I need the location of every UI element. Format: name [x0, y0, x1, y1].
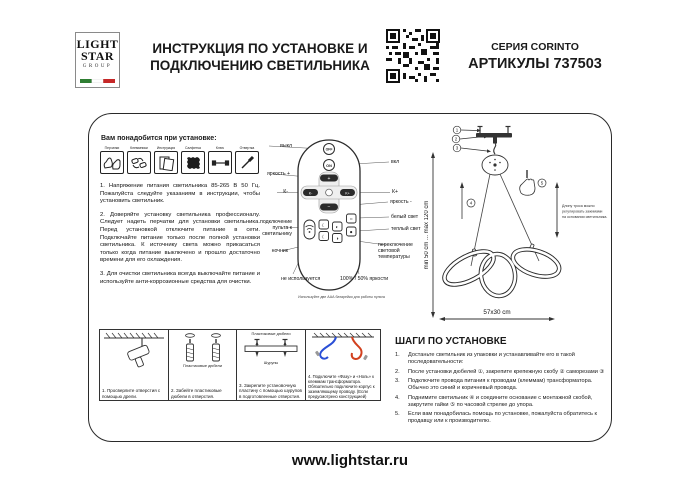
adjust-note-line1: Длину троса можно: [562, 204, 595, 208]
lamp-diagram: [424, 113, 614, 331]
svg-text:2: 2: [454, 136, 458, 142]
wrench-icon: [211, 155, 230, 171]
half-circle-icon-2: ◑: [335, 236, 339, 243]
dowels-illustration: [174, 332, 232, 364]
napkin-icon: [184, 155, 203, 171]
svg-text:3: 3: [455, 145, 459, 151]
svg-text:K-: K-: [308, 191, 313, 196]
label-brightness-down: яркость -: [390, 199, 412, 205]
title-line-2: ПОДКЛЮЧЕНИЮ СВЕТИЛЬНИКА: [150, 58, 370, 73]
battery-caption: Используйте две ААА батарейки для работы пульта: [298, 295, 385, 299]
instruction-sheet-icon: [157, 155, 176, 171]
half-circle-icon: ◐: [335, 224, 339, 231]
width-dimension: [439, 309, 555, 321]
label-warm-light: теплый свет: [391, 226, 421, 232]
tool-napkin: Салфетка: [181, 146, 205, 174]
note-1: 1. Напряжение питания светильника 85-265 В 50 Гц. Пожалуйста следуйте указаниям в инструкции, чтобы установить светильник.: [100, 183, 260, 205]
panel-label-top: Пластиковые дюбели: [251, 331, 291, 336]
installation-panels: [99, 329, 381, 401]
wire-blue: [320, 337, 336, 359]
label-pair: подключение пульта к светильнику: [260, 219, 292, 238]
website-url: www.lightstar.ru: [291, 452, 409, 469]
logo-text-star: STAR: [80, 49, 115, 63]
panel-caption: 2. Забейте пластиковые дюбели в отверстия.: [171, 388, 222, 399]
panel-caption: 1. Просверлите отверстия с помощью дрели.: [102, 388, 161, 399]
logo-text-group: GROUP: [82, 64, 113, 69]
label-brightness-up: яркость +: [266, 171, 290, 177]
light-rings: [440, 244, 563, 298]
wire-clamps-icon: [130, 155, 149, 171]
installation-steps: [395, 336, 608, 428]
series-label: СЕРИЯ CORINTO: [491, 41, 579, 53]
night-icon: ☾: [321, 222, 326, 229]
svg-text:−: −: [327, 204, 331, 211]
svg-text:min 50 cm ... max 120 cm: min 50 cm ... max 120 cm: [424, 200, 430, 270]
hand-icon: [520, 170, 535, 195]
logo-text-light: LIGHT: [76, 37, 119, 51]
panel-label-mid: Шурупы: [263, 359, 279, 365]
canopy: [482, 155, 508, 175]
panel-drill: [100, 330, 169, 400]
label-k-minus: К-: [283, 189, 288, 195]
safety-notes: [100, 183, 260, 292]
label-night: ночник: [271, 248, 288, 254]
step-row: 1. Достаньте светильник из упаковки и устанавливайте его в такой последовательности:: [395, 352, 575, 365]
feed-wire: [494, 144, 496, 155]
tool-gloves: Перчатки: [100, 146, 124, 174]
panel-dowels: [169, 330, 237, 400]
label-off: выкл: [280, 143, 292, 149]
warm-light-icon: ●: [349, 229, 353, 236]
panel-caption: 3. Закрепите установочную пластину с помощью шурупов в подготовленные отверстия.: [239, 382, 302, 399]
step-row: 5. Если вам понадобилась помощь по установке, пожалуйста обратитесь к продавцу или к производителю.: [395, 411, 597, 424]
step-row: 3. Подключите провода питания к проводам (клеммам) трансформатора. Обычно это синий и коричневый провода.: [395, 378, 593, 391]
adjust-range-arrow: [555, 182, 559, 238]
step-row: 2. После установки дюбелей ①, закрепите крепежную скобу ② саморезами ③: [395, 368, 605, 375]
wires-illustration: [308, 332, 378, 366]
label-on: вкл: [391, 159, 400, 165]
svg-text:+: +: [327, 176, 331, 182]
label-unused: не используется: [281, 276, 321, 282]
lightstar-logo: [75, 32, 120, 88]
off-button-label: OFF: [325, 147, 333, 152]
wire-red: [352, 337, 362, 359]
tool-wrench: Ключ: [208, 146, 232, 174]
label-half-brightness: 100% / 50% яркости: [340, 276, 389, 282]
pair-button: [304, 220, 315, 239]
height-dimension: [424, 152, 435, 318]
page-title: [132, 40, 388, 74]
night-icon-2: ☾: [321, 234, 326, 241]
gloves-icon: [103, 155, 122, 171]
on-button-label: ON: [326, 163, 332, 168]
remote-diagram: [253, 128, 430, 315]
drill-illustration: [102, 332, 166, 368]
label-k-plus: К+: [392, 189, 399, 195]
tool-clamps: Клеммники: [127, 146, 151, 174]
label-temp-switch: переключение световой температуры: [378, 242, 413, 261]
plate-illustration: [239, 337, 303, 361]
svg-text:5: 5: [540, 180, 544, 186]
panel-wiring: [306, 330, 380, 400]
note-2: 2. Доверяйте установку светильника профессионалу. Следует надеть перчатки для установки светильника. Перед установкой отключите питание в сети. Подключайте питание только после полной установки светильника. К источнику света можно прикасаться только когда питание выключено и прошло достаточно времени для его охлаждения.: [100, 211, 260, 264]
step-row: 4. Поднимите светильник ④ и соедините основание с монтажной скобой, закрутите гайки ⑤ по часовой стрелке до упора.: [395, 394, 593, 408]
svg-text:57x30 cm: 57x30 cm: [483, 309, 511, 316]
svg-text:4: 4: [469, 200, 473, 206]
tool-screwdriver: Отвертка: [235, 146, 259, 174]
label-white-light: белый свет: [391, 214, 419, 220]
articles-label: АРТИКУЛЫ 737503: [468, 56, 602, 72]
panel-label: Пластиковые дюбели: [183, 363, 222, 368]
svg-text:1: 1: [455, 127, 459, 133]
svg-text:K+: K+: [345, 191, 350, 196]
title-line-1: ИНСТРУКЦИЯ ПО УСТАНОВКЕ И: [152, 41, 368, 56]
adjust-note-line3: на основании светильника.: [562, 215, 608, 219]
note-3: 3. Для очистки светильника всегда выключайте питание и используйте анти-коррозионные средства для очистки.: [100, 270, 260, 285]
adjust-note-line2: регулировать зажимами: [562, 209, 603, 214]
panel-caption: 4. Подключите «Фазу» и «Ноль» к клеммам трансформатора. Обязательно подключите корпус к заземляющему проводу. (Если предусмотрено конструкцией): [308, 374, 375, 399]
panel-plate: [237, 330, 306, 400]
italian-flag-stripe: [80, 79, 115, 83]
white-light-icon: ○: [349, 216, 353, 223]
ceiling-bracket: [476, 126, 512, 154]
prep-heading: Вам понадобится при установке:: [101, 135, 217, 142]
steps-heading: ШАГИ ПО УСТАНОВКЕ: [395, 336, 507, 347]
tool-instruction: Инструкция: [154, 146, 178, 174]
tools-row: [100, 146, 262, 174]
